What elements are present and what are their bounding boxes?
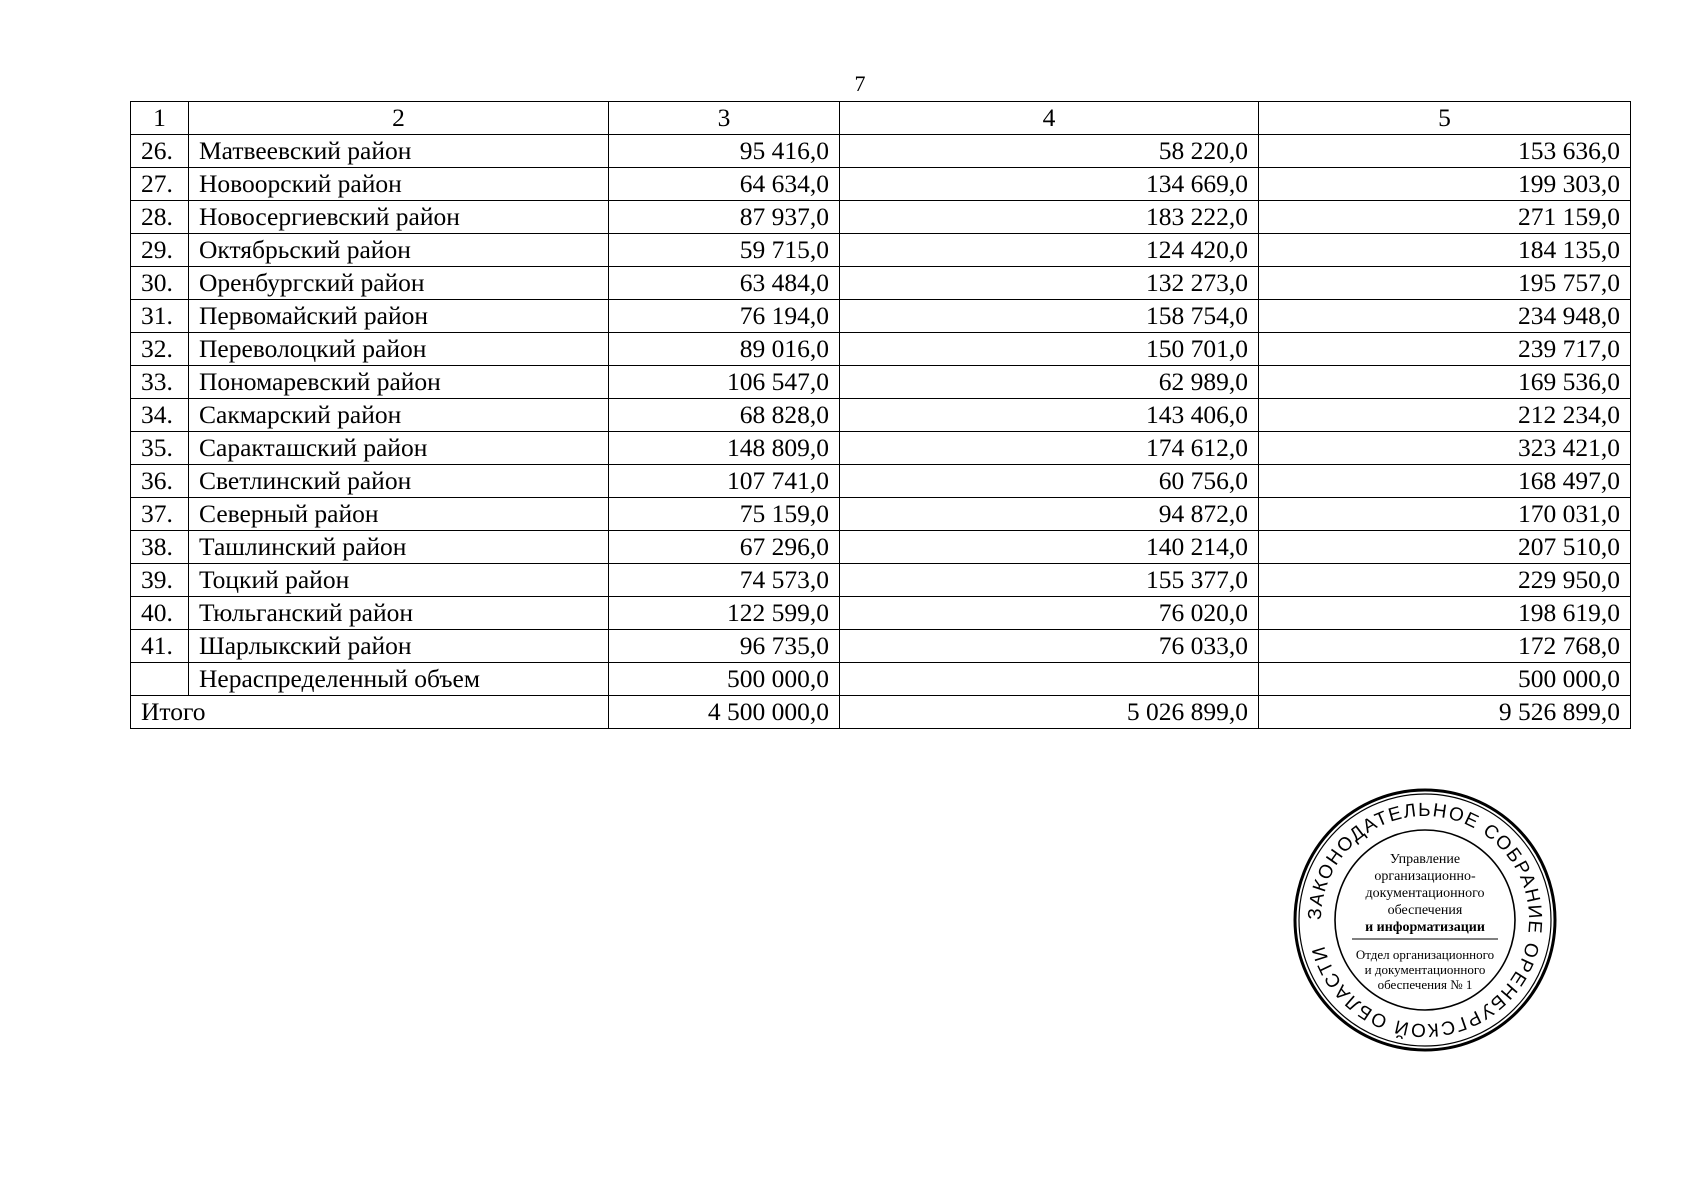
budget-table: [130, 101, 1631, 729]
table-row: [131, 168, 1631, 201]
table-row: [131, 564, 1631, 597]
column-5-value-cell: 271 159,0: [1259, 201, 1631, 234]
total-row: [131, 696, 1631, 729]
column-4-value-cell: 183 222,0: [840, 201, 1259, 234]
table-row: [131, 366, 1631, 399]
district-name-cell: Октябрьский район: [189, 234, 609, 267]
column-3-value-cell: 67 296,0: [609, 531, 840, 564]
total-c3-cell: 4 500 000,0: [609, 696, 840, 729]
column-3-value-cell: 74 573,0: [609, 564, 840, 597]
table-row: [131, 399, 1631, 432]
column-4-value-cell: 76 033,0: [840, 630, 1259, 663]
row-number-cell: 32.: [131, 333, 189, 366]
column-3-value-cell: 64 634,0: [609, 168, 840, 201]
column-5-value-cell: 198 619,0: [1259, 597, 1631, 630]
row-number-cell: 40.: [131, 597, 189, 630]
column-5-value-cell: 500 000,0: [1259, 663, 1631, 696]
total-label-cell: Итого: [131, 696, 609, 729]
row-number-cell: 27.: [131, 168, 189, 201]
column-3-value-cell: 95 416,0: [609, 135, 840, 168]
district-name-cell: Оренбургский район: [189, 267, 609, 300]
district-name-cell: Новосергиевский район: [189, 201, 609, 234]
district-name-cell: Саракташский район: [189, 432, 609, 465]
header-row: [131, 102, 1631, 135]
column-5-value-cell: 169 536,0: [1259, 366, 1631, 399]
district-name-cell: Переволоцкий район: [189, 333, 609, 366]
district-name-cell: Нераспределенный объем: [189, 663, 609, 696]
table-row: [131, 630, 1631, 663]
table-row: [131, 201, 1631, 234]
row-number-cell: 31.: [131, 300, 189, 333]
table-row: [131, 432, 1631, 465]
table-row: [131, 465, 1631, 498]
row-number-cell: 37.: [131, 498, 189, 531]
column-3-value-cell: 106 547,0: [609, 366, 840, 399]
column-4-value-cell: 134 669,0: [840, 168, 1259, 201]
row-number-cell: 33.: [131, 366, 189, 399]
column-3-value-cell: 96 735,0: [609, 630, 840, 663]
row-number-cell: 34.: [131, 399, 189, 432]
district-name-cell: Пономаревский район: [189, 366, 609, 399]
row-number-cell: 26.: [131, 135, 189, 168]
column-3-value-cell: 500 000,0: [609, 663, 840, 696]
table-row: [131, 498, 1631, 531]
table-row: [131, 597, 1631, 630]
header-cell-5: 5: [1259, 102, 1631, 135]
svg-text:и информатизации: и информатизации: [1365, 920, 1485, 935]
header-cell-4: 4: [840, 102, 1259, 135]
district-name-cell: Тоцкий район: [189, 564, 609, 597]
svg-text:организационно-: организационно-: [1374, 869, 1476, 884]
svg-text:обеспечения № 1: обеспечения № 1: [1377, 977, 1473, 992]
column-4-value-cell: 60 756,0: [840, 465, 1259, 498]
column-5-value-cell: 212 234,0: [1259, 399, 1631, 432]
row-number-cell: [131, 663, 189, 696]
svg-text:ЗАКОНОДАТЕЛЬНОЕ СОБРАНИЕ ОРЕНБ: ЗАКОНОДАТЕЛЬНОЕ СОБРАНИЕ ОРЕНБУРГСКОЙ ОБЛАСТИ: [1304, 799, 1546, 1041]
district-name-cell: Шарлыкский район: [189, 630, 609, 663]
svg-text:Управление: Управление: [1389, 852, 1461, 867]
row-number-cell: 39.: [131, 564, 189, 597]
column-3-value-cell: 75 159,0: [609, 498, 840, 531]
column-4-value-cell: 132 273,0: [840, 267, 1259, 300]
table-row: [131, 267, 1631, 300]
district-name-cell: Светлинский район: [189, 465, 609, 498]
column-5-value-cell: 153 636,0: [1259, 135, 1631, 168]
total-c4-cell: 5 026 899,0: [840, 696, 1259, 729]
column-4-value-cell: [840, 663, 1259, 696]
table-body: [131, 102, 1631, 729]
column-5-value-cell: 170 031,0: [1259, 498, 1631, 531]
row-number-cell: 41.: [131, 630, 189, 663]
column-3-value-cell: 59 715,0: [609, 234, 840, 267]
column-4-value-cell: 62 989,0: [840, 366, 1259, 399]
table-row: [131, 135, 1631, 168]
column-4-value-cell: 94 872,0: [840, 498, 1259, 531]
table-row: [131, 300, 1631, 333]
table-row: [131, 333, 1631, 366]
column-3-value-cell: 63 484,0: [609, 267, 840, 300]
district-name-cell: Сакмарский район: [189, 399, 609, 432]
official-stamp: [1292, 787, 1558, 1053]
column-3-value-cell: 76 194,0: [609, 300, 840, 333]
row-number-cell: 36.: [131, 465, 189, 498]
column-5-value-cell: 199 303,0: [1259, 168, 1631, 201]
row-number-cell: 30.: [131, 267, 189, 300]
district-name-cell: Матвеевский район: [189, 135, 609, 168]
column-3-value-cell: 87 937,0: [609, 201, 840, 234]
header-cell-1: 1: [131, 102, 189, 135]
column-3-value-cell: 89 016,0: [609, 333, 840, 366]
column-4-value-cell: 76 020,0: [840, 597, 1259, 630]
header-cell-3: 3: [609, 102, 840, 135]
row-number-cell: 28.: [131, 201, 189, 234]
district-name-cell: Северный район: [189, 498, 609, 531]
column-5-value-cell: 168 497,0: [1259, 465, 1631, 498]
column-4-value-cell: 124 420,0: [840, 234, 1259, 267]
column-4-value-cell: 58 220,0: [840, 135, 1259, 168]
column-4-value-cell: 150 701,0: [840, 333, 1259, 366]
district-name-cell: Тюльганский район: [189, 597, 609, 630]
column-5-value-cell: 323 421,0: [1259, 432, 1631, 465]
stamp-seal-image: [1292, 787, 1558, 1053]
row-number-cell: 29.: [131, 234, 189, 267]
column-4-value-cell: 155 377,0: [840, 564, 1259, 597]
column-5-value-cell: 184 135,0: [1259, 234, 1631, 267]
column-3-value-cell: 107 741,0: [609, 465, 840, 498]
header-cell-2: 2: [189, 102, 609, 135]
total-c5-cell: 9 526 899,0: [1259, 696, 1631, 729]
page-number: 7: [854, 71, 866, 96]
row-number-cell: 38.: [131, 531, 189, 564]
column-4-value-cell: 158 754,0: [840, 300, 1259, 333]
row-number-cell: 35.: [131, 432, 189, 465]
column-5-value-cell: 239 717,0: [1259, 333, 1631, 366]
column-5-value-cell: 207 510,0: [1259, 531, 1631, 564]
column-3-value-cell: 148 809,0: [609, 432, 840, 465]
column-3-value-cell: 122 599,0: [609, 597, 840, 630]
district-name-cell: Новоорский район: [189, 168, 609, 201]
district-name-cell: Ташлинский район: [189, 531, 609, 564]
svg-text:обеспечения: обеспечения: [1387, 903, 1463, 918]
svg-text:Отдел организационного: Отдел организационного: [1355, 947, 1495, 962]
column-5-value-cell: 234 948,0: [1259, 300, 1631, 333]
district-name-cell: Первомайский район: [189, 300, 609, 333]
column-4-value-cell: 174 612,0: [840, 432, 1259, 465]
column-4-value-cell: 140 214,0: [840, 531, 1259, 564]
table-row: [131, 234, 1631, 267]
column-4-value-cell: 143 406,0: [840, 399, 1259, 432]
column-5-value-cell: 172 768,0: [1259, 630, 1631, 663]
svg-text:документационного: документационного: [1365, 886, 1485, 901]
column-5-value-cell: 195 757,0: [1259, 267, 1631, 300]
table-row: [131, 663, 1631, 696]
table-row: [131, 531, 1631, 564]
column-3-value-cell: 68 828,0: [609, 399, 840, 432]
svg-text:и документационного: и документационного: [1364, 962, 1486, 977]
column-5-value-cell: 229 950,0: [1259, 564, 1631, 597]
